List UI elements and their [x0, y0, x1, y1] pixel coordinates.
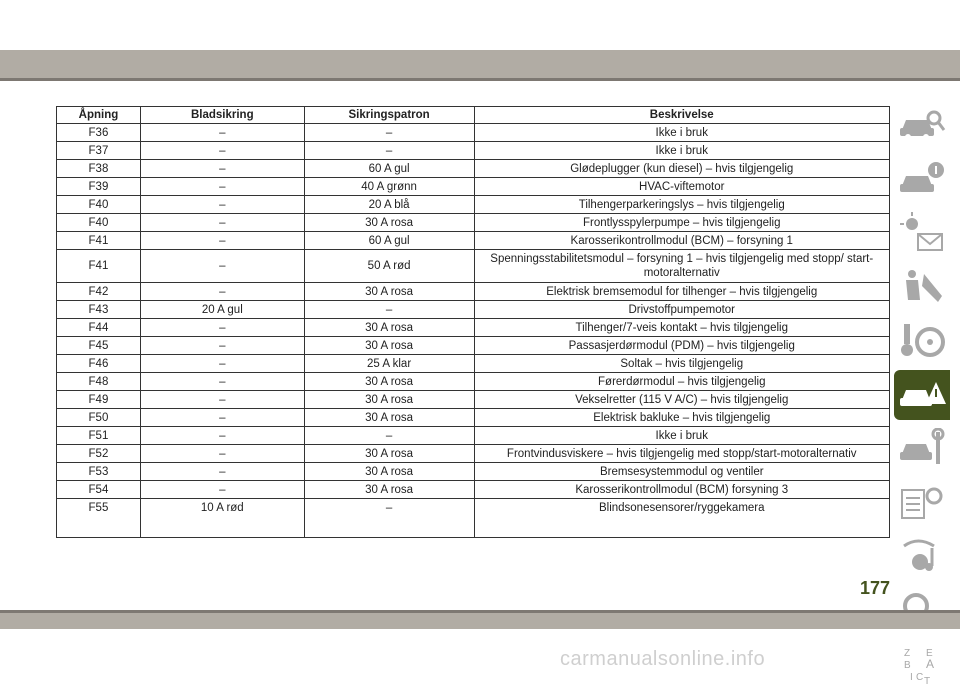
table-row	[57, 481, 890, 499]
svg-text:Z: Z	[904, 648, 911, 659]
tab-car-hazard[interactable]	[894, 370, 950, 420]
table-row	[57, 373, 890, 391]
car-info-icon	[898, 158, 946, 200]
cell-cartridge-fuse: 30 A rosa	[304, 409, 474, 427]
svg-text:B: B	[904, 660, 911, 671]
cell-description: Ikke i bruk	[474, 142, 890, 160]
cell-opening: F53	[57, 463, 141, 481]
table-header-row	[57, 107, 890, 124]
car-hazard-icon	[898, 374, 946, 416]
header-band	[0, 50, 960, 78]
cell-opening: F37	[57, 142, 141, 160]
cell-cartridge-fuse: –	[304, 301, 474, 319]
table-row	[57, 409, 890, 427]
tab-specifications[interactable]	[894, 478, 950, 528]
cell-cartridge-fuse: 30 A rosa	[304, 319, 474, 337]
tab-steering-key[interactable]	[894, 316, 950, 366]
cell-opening: F46	[57, 355, 141, 373]
car-search-icon	[898, 104, 946, 146]
cell-opening: F41	[57, 250, 141, 283]
chapter-sidebar	[894, 100, 950, 694]
cell-description: Ikke i bruk	[474, 124, 890, 142]
fuse-table	[56, 106, 890, 538]
table-row	[57, 160, 890, 178]
cell-description: Tilhengerparkeringslys – hvis tilgjengelig	[474, 196, 890, 214]
cell-description: Førerdørmodul – hvis tilgjengelig	[474, 373, 890, 391]
svg-text:E: E	[926, 648, 933, 659]
cell-opening: F42	[57, 283, 141, 301]
cell-opening: F40	[57, 214, 141, 232]
tab-dashboard-lights[interactable]	[894, 208, 950, 258]
cell-description: Vekselretter (115 V A/C) – hvis tilgjengelig	[474, 391, 890, 409]
cell-blade-fuse: –	[140, 409, 304, 427]
cell-opening: F41	[57, 232, 141, 250]
cell-description: HVAC-viftemotor	[474, 178, 890, 196]
cell-opening: F50	[57, 409, 141, 427]
cell-description: Soltak – hvis tilgjengelig	[474, 355, 890, 373]
svg-text:A: A	[926, 657, 935, 671]
top-margin	[0, 0, 960, 50]
table-row	[57, 196, 890, 214]
cell-description: Tilhenger/7-veis kontakt – hvis tilgjengelig	[474, 319, 890, 337]
cell-cartridge-fuse: 20 A blå	[304, 196, 474, 214]
cell-blade-fuse: –	[140, 337, 304, 355]
table-row	[57, 301, 890, 319]
table-row	[57, 391, 890, 409]
cell-blade-fuse: 10 A rød	[140, 499, 304, 538]
cell-blade-fuse: –	[140, 232, 304, 250]
tab-index[interactable]	[894, 640, 950, 690]
cell-blade-fuse: –	[140, 319, 304, 337]
cell-blade-fuse: –	[140, 283, 304, 301]
table-row	[57, 232, 890, 250]
cell-description: Bremsesystemmodul og ventiler	[474, 463, 890, 481]
cell-cartridge-fuse: 30 A rosa	[304, 283, 474, 301]
cell-opening: F43	[57, 301, 141, 319]
table-row	[57, 427, 890, 445]
tab-car-search[interactable]	[894, 100, 950, 150]
cell-blade-fuse: –	[140, 445, 304, 463]
table-row	[57, 250, 890, 283]
cell-cartridge-fuse: 30 A rosa	[304, 481, 474, 499]
watermark: carmanualsonline.info	[560, 648, 766, 670]
cell-blade-fuse: –	[140, 160, 304, 178]
cell-description: Spenningsstabilitetsmodul – forsyning 1 – hvis tilgjengelig med stopp/ start-motoralternativ	[474, 250, 890, 283]
cell-opening: F45	[57, 337, 141, 355]
cell-cartridge-fuse: 30 A rosa	[304, 214, 474, 232]
table-row	[57, 214, 890, 232]
svg-text:C: C	[916, 672, 924, 683]
cell-blade-fuse: –	[140, 463, 304, 481]
header-cartridge-fuse: Sikringspatron	[304, 107, 474, 124]
cell-blade-fuse: –	[140, 481, 304, 499]
cell-opening: F55	[57, 499, 141, 538]
header-opening: Åpning	[57, 107, 141, 124]
cell-description: Blindsonesensorer/ryggekamera	[474, 499, 890, 538]
table-row	[57, 178, 890, 196]
cell-blade-fuse: –	[140, 124, 304, 142]
steering-key-icon	[898, 320, 946, 362]
cell-cartridge-fuse: –	[304, 124, 474, 142]
cell-description: Glødeplugger (kun diesel) – hvis tilgjengelig	[474, 160, 890, 178]
multimedia-icon	[898, 536, 946, 578]
cell-cartridge-fuse: –	[304, 142, 474, 160]
cell-blade-fuse: –	[140, 427, 304, 445]
cell-description: Drivstoffpumpemotor	[474, 301, 890, 319]
cell-blade-fuse: –	[140, 196, 304, 214]
cell-description: Frontlysspylerpumpe – hvis tilgjengelig	[474, 214, 890, 232]
table-row	[57, 463, 890, 481]
cell-cartridge-fuse: 25 A klar	[304, 355, 474, 373]
specifications-gear-icon	[898, 482, 946, 524]
cell-opening: F39	[57, 178, 141, 196]
cell-description: Ikke i bruk	[474, 427, 890, 445]
cell-cartridge-fuse: 30 A rosa	[304, 373, 474, 391]
cell-opening: F40	[57, 196, 141, 214]
table-row	[57, 445, 890, 463]
cell-opening: F51	[57, 427, 141, 445]
header-description: Beskrivelse	[474, 107, 890, 124]
header-blade-fuse: Bladsikring	[140, 107, 304, 124]
cell-description: Elektrisk bremsemodul for tilhenger – hvis tilgjengelig	[474, 283, 890, 301]
footer-band	[0, 613, 960, 629]
cell-cartridge-fuse: 50 A rød	[304, 250, 474, 283]
table-row	[57, 124, 890, 142]
cell-cartridge-fuse: –	[304, 427, 474, 445]
airbag-seat-icon	[898, 266, 946, 308]
svg-text:T: T	[924, 676, 931, 686]
cell-cartridge-fuse: 60 A gul	[304, 232, 474, 250]
cell-blade-fuse: –	[140, 391, 304, 409]
index-letters-icon	[898, 644, 946, 686]
svg-text:I: I	[910, 672, 913, 683]
car-wrench-icon	[898, 428, 946, 470]
cell-cartridge-fuse: 60 A gul	[304, 160, 474, 178]
cell-opening: F38	[57, 160, 141, 178]
cell-opening: F49	[57, 391, 141, 409]
cell-description: Karosserikontrollmodul (BCM) forsyning 3	[474, 481, 890, 499]
table-row	[57, 499, 890, 538]
cell-description: Karosserikontrollmodul (BCM) – forsyning 1	[474, 232, 890, 250]
cell-blade-fuse: 20 A gul	[140, 301, 304, 319]
tab-multimedia[interactable]	[894, 532, 950, 582]
cell-blade-fuse: –	[140, 373, 304, 391]
cell-opening: F48	[57, 373, 141, 391]
cell-description: Frontvindusviskere – hvis tilgjengelig med stopp/start-motoralternativ	[474, 445, 890, 463]
cell-cartridge-fuse: 30 A rosa	[304, 445, 474, 463]
header-band-line	[0, 78, 960, 81]
cell-blade-fuse: –	[140, 250, 304, 283]
table-row	[57, 337, 890, 355]
cell-cartridge-fuse: 40 A grønn	[304, 178, 474, 196]
cell-cartridge-fuse: 30 A rosa	[304, 391, 474, 409]
cell-blade-fuse: –	[140, 355, 304, 373]
cell-blade-fuse: –	[140, 142, 304, 160]
cell-opening: F44	[57, 319, 141, 337]
cell-blade-fuse: –	[140, 178, 304, 196]
cell-opening: F54	[57, 481, 141, 499]
cell-description: Elektrisk bakluke – hvis tilgjengelig	[474, 409, 890, 427]
cell-cartridge-fuse: 30 A rosa	[304, 463, 474, 481]
cell-opening: F36	[57, 124, 141, 142]
cell-blade-fuse: –	[140, 214, 304, 232]
table-row	[57, 142, 890, 160]
table-row	[57, 283, 890, 301]
cell-cartridge-fuse: 30 A rosa	[304, 337, 474, 355]
dashboard-lights-icon	[898, 212, 946, 254]
table-row	[57, 319, 890, 337]
tab-car-wrench[interactable]	[894, 424, 950, 474]
page-number: 177	[860, 578, 891, 598]
cell-opening: F52	[57, 445, 141, 463]
table-row	[57, 355, 890, 373]
cell-cartridge-fuse: –	[304, 499, 474, 538]
cell-description: Passasjerdørmodul (PDM) – hvis tilgjengelig	[474, 337, 890, 355]
tab-car-info[interactable]	[894, 154, 950, 204]
tab-airbag-seat[interactable]	[894, 262, 950, 312]
